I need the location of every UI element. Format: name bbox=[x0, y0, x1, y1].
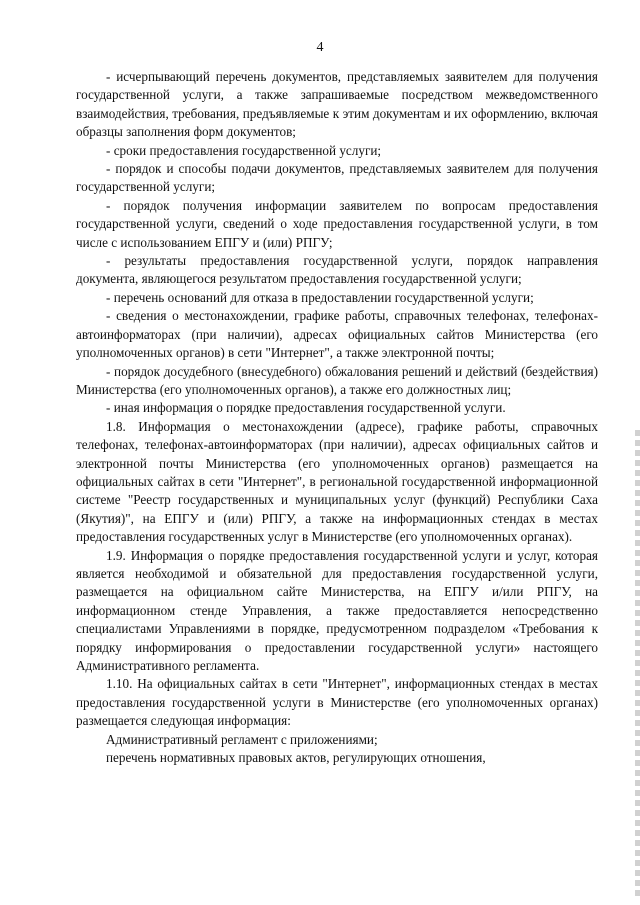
page-number: 4 bbox=[316, 40, 324, 55]
paragraph-legal-acts-list: перечень нормативных правовых актов, регулирующих отношения, bbox=[106, 750, 486, 766]
paragraph-required-documents: - исчерпывающий перечень документов, представляемых заявителем для получения государственной услуги, а также запрашиваемые посредством межведомственного взаимодействия, требования, предъявляемые к этим документам и их оформлению, включая образцы заполнения форм документов; bbox=[76, 69, 598, 140]
paragraph-service-deadlines: - сроки предоставления государственной услуги; bbox=[106, 142, 382, 158]
paragraph-other-information: - иная информация о порядке предоставления государственной услуги. bbox=[106, 400, 506, 416]
scan-edge-artifact bbox=[635, 430, 640, 900]
paragraph-service-results: - результаты предоставления государственной услуги, порядок направления документа, являющегося результатом предоставления государственной услуги; bbox=[76, 253, 598, 287]
document-body bbox=[76, 68, 598, 767]
paragraph-regulation-appendices: Административный регламент с приложениями; bbox=[106, 731, 378, 747]
paragraph-refusal-grounds: - перечень оснований для отказа в предоставлении государственной услуги; bbox=[106, 289, 534, 305]
paragraph-clause-1-9: 1.9. Информация о порядке предоставления государственной услуги и услуг, которая является необходимой и обязательной для предоставления государственной услуги, размещается на официальном сайте Министерства, на ЕПГУ и/или РПГУ, на информационном стенде Управления, а также предоставляется непосредственно специалистами Управлениями в порядке, предусмотренном подразделом «Требования к порядку информирования о предоставлении государственной услуги» настоящего Административного регламента. bbox=[76, 547, 598, 673]
paragraph-submission-methods: - порядок и способы подачи документов, представляемых заявителем для получения государственной услуги; bbox=[76, 161, 598, 195]
paragraph-contact-details: - сведения о местонахождении, графике работы, справочных телефонах, телефонах-автоинформаторах (при наличии), адресах официальных сайтов Министерства (его уполномоченных органов) в сети "Интернет", а также электронной почты; bbox=[76, 308, 598, 361]
paragraph-obtaining-information: - порядок получения информации заявителем по вопросам предоставления государственной услуги, сведений о ходе предоставления государственной услуги, в том числе с использованием ЕПГУ и (или) РПГУ; bbox=[76, 197, 598, 250]
paragraph-clause-1-8: 1.8. Информация о местонахождении (адресе), графике работы, справочных телефонах, телефонах-автоинформаторах (при наличии), адресах официальных сайтов и электронной почты Министерства (его уполномоченных органов) размещается на официальных сайтах в сети "Интернет", в региональной государственной информационной системе "Реестр государственных и муниципальных услуг (функций) Республики Саха (Якутия)", на ЕПГУ и (или) РПГУ, а также на информационных стендах в местах предоставления государственных услуг в Министерстве (его уполномоченных органах). bbox=[76, 418, 598, 545]
paragraph-appeal-procedure: - порядок досудебного (внесудебного) обжалования решений и действий (бездействия) Министерства (его уполномоченных органов), а также его должностных лиц; bbox=[76, 363, 598, 397]
paragraph-clause-1-10: 1.10. На официальных сайтах в сети "Интернет", информационных стендах в местах предоставления государственной услуги в Министерстве (его уполномоченных органах) размещается следующая информация: bbox=[76, 676, 598, 729]
